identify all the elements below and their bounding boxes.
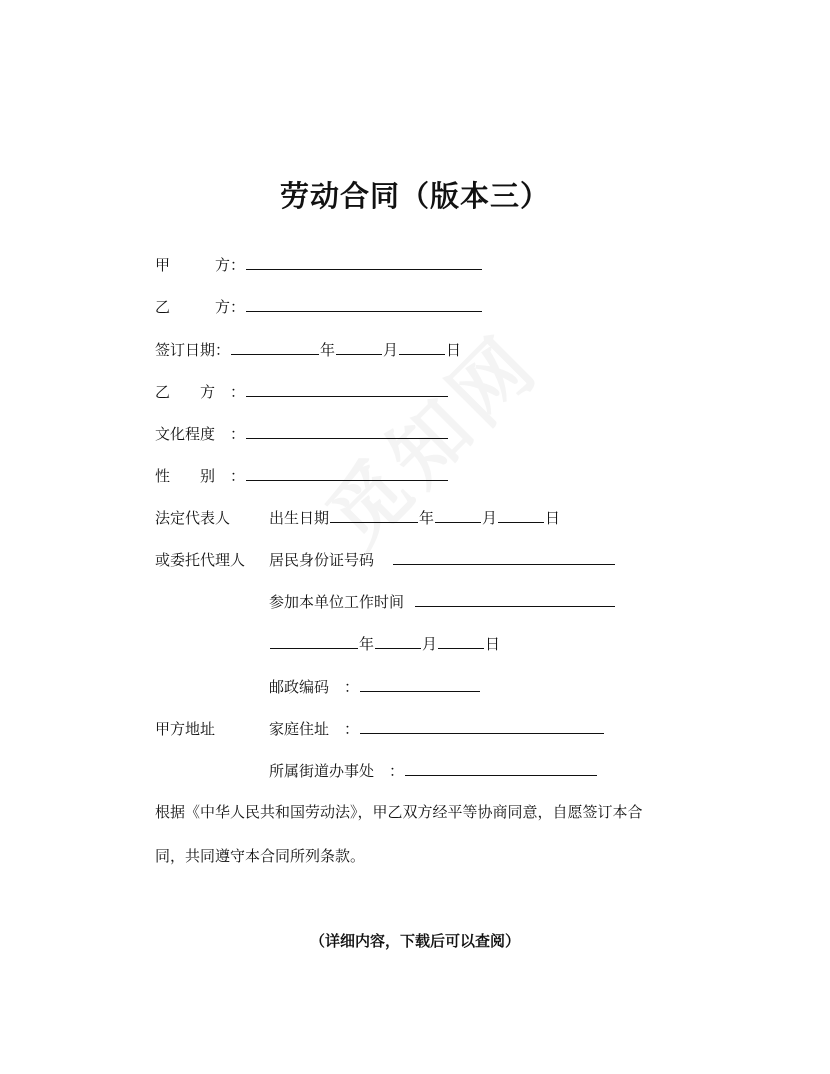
party-a-address-label: 甲方地址 bbox=[155, 720, 216, 738]
party-b2-blank bbox=[246, 382, 448, 397]
education-label: 文化程度 ： bbox=[155, 425, 246, 443]
birth-day-label: 日 bbox=[545, 509, 561, 527]
sign-year-blank bbox=[231, 340, 319, 355]
education-row bbox=[155, 424, 449, 444]
agent-label-cell bbox=[155, 550, 245, 570]
id-row bbox=[269, 550, 616, 570]
join-date-row bbox=[269, 634, 500, 654]
join-month-blank bbox=[375, 634, 421, 649]
party-b-label: 乙 方： bbox=[155, 298, 246, 316]
sign-date-label: 签订日期： bbox=[155, 341, 231, 359]
month-label: 月 bbox=[383, 341, 399, 359]
sign-month-blank bbox=[336, 340, 382, 355]
postcode-label: 邮政编码 ： bbox=[269, 678, 360, 696]
home-address-label: 家庭住址 ： bbox=[269, 720, 360, 738]
party-a-row bbox=[155, 255, 483, 275]
street-office-blank bbox=[405, 761, 597, 776]
birth-year-blank bbox=[330, 508, 418, 523]
join-month-label: 月 bbox=[422, 635, 438, 653]
contract-paragraph-line-2: 同，共同遵守本合同所列条款。 bbox=[155, 847, 366, 865]
home-address-blank bbox=[360, 719, 604, 734]
id-blank bbox=[393, 550, 615, 565]
join-time-blank bbox=[415, 592, 615, 607]
day-label: 日 bbox=[446, 341, 462, 359]
join-time-label: 参加本单位工作时间 bbox=[269, 593, 405, 611]
sign-date-row bbox=[155, 340, 461, 360]
join-year-label: 年 bbox=[359, 635, 375, 653]
birth-month-label: 月 bbox=[482, 509, 498, 527]
sign-day-blank bbox=[399, 340, 445, 355]
party-a-label: 甲 方： bbox=[155, 256, 246, 274]
join-year-blank bbox=[270, 634, 358, 649]
street-office-row bbox=[269, 761, 598, 781]
year-label: 年 bbox=[320, 341, 336, 359]
join-day-label: 日 bbox=[485, 635, 501, 653]
legal-rep-label: 法定代表人 bbox=[155, 509, 231, 527]
join-day-blank bbox=[438, 634, 484, 649]
birth-year-label: 年 bbox=[419, 509, 435, 527]
gender-blank bbox=[246, 466, 448, 481]
join-time-row bbox=[269, 592, 616, 612]
party-b-row bbox=[155, 297, 483, 317]
postcode-row bbox=[269, 677, 481, 697]
gender-label: 性 别 ： bbox=[155, 467, 246, 485]
home-address-row bbox=[269, 719, 605, 739]
birth-date-row bbox=[269, 508, 560, 528]
postcode-blank bbox=[360, 677, 480, 692]
party-b-blank bbox=[246, 297, 482, 312]
street-office-label: 所属街道办事处 ： bbox=[269, 762, 405, 780]
contract-paragraph-line-1: 根据《中华人民共和国劳动法》，甲乙双方经平等协商同意，自愿签订本合 bbox=[155, 803, 643, 821]
document-title: 劳动合同（版本三） bbox=[279, 179, 550, 213]
education-blank bbox=[246, 424, 448, 439]
gender-row bbox=[155, 466, 449, 486]
birth-month-blank bbox=[435, 508, 481, 523]
party-b2-label: 乙 方 ： bbox=[155, 383, 246, 401]
id-label: 居民身份证号码 bbox=[269, 551, 375, 569]
birth-date-label: 出生日期 bbox=[269, 509, 330, 527]
agent-label: 或委托代理人 bbox=[155, 551, 246, 569]
party-a-address-label-cell bbox=[155, 719, 215, 739]
party-b2-row bbox=[155, 382, 449, 402]
party-a-blank bbox=[246, 255, 482, 270]
birth-day-blank bbox=[498, 508, 544, 523]
download-note: （详细内容，下载后可以查阅） bbox=[309, 932, 520, 950]
legal-rep-label-cell bbox=[155, 508, 230, 528]
